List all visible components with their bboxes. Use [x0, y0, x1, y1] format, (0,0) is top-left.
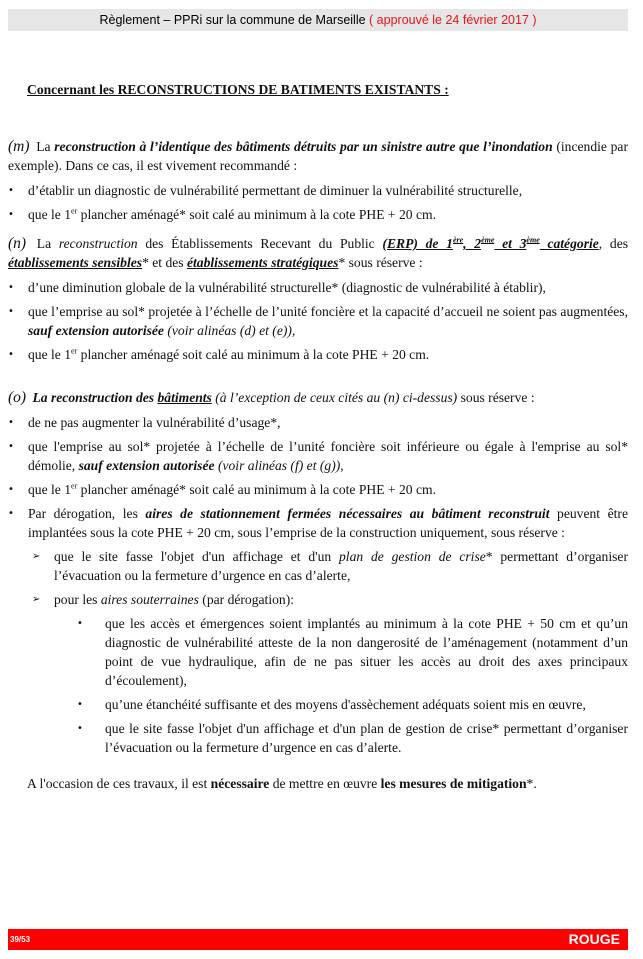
text-span: plancher aménagé soit calé au minimum à la cote PHE + 20 cm.: [77, 347, 430, 362]
article-n-list: [8, 278, 628, 364]
text-span: que le 1: [28, 347, 72, 362]
text-span: (à l’exception de ceux cités au (n) ci-dessus): [211, 390, 458, 405]
list-item: [28, 590, 628, 757]
text-span: nécessaire: [210, 776, 270, 791]
list-item: [8, 437, 628, 475]
text-span: * sous réserve :: [338, 255, 423, 270]
list-item: [8, 278, 628, 297]
text-span: aires de stationnement fermées nécessaires au bâtiment reconstruit: [145, 506, 550, 521]
article-o: [8, 388, 628, 757]
article-m-intro: [8, 137, 628, 175]
text-span: La reconstruction des: [29, 390, 158, 405]
text-span: reconstruction à l’identique des bâtiments détruits par un sinistre autre que l’inondation: [54, 139, 553, 154]
section-title: Concernant les RECONSTRUCTIONS DE BATIMENTS EXISTANTS :: [27, 82, 449, 97]
article-n-letter: (n): [8, 235, 27, 252]
text-span: établissements sensibles: [8, 255, 143, 270]
text-span: aires souterraines: [100, 592, 199, 607]
article-n: [8, 234, 628, 364]
list-item: [28, 547, 628, 585]
list-item: [8, 302, 628, 340]
page-header: [8, 9, 628, 31]
article-o-sublist: [28, 547, 628, 757]
page-footer: [8, 929, 628, 950]
superscript: er: [71, 346, 78, 356]
text-span: de mettre en œuvre: [269, 776, 381, 791]
text-span: * et des: [142, 255, 187, 270]
text-span: établissements stratégiques: [187, 255, 339, 270]
text-span: que l’emprise au sol* projetée à l’échelle de l’unité foncière et la capacité d’accueil ne soient pas augmentées,: [28, 304, 628, 319]
superscript: ème: [481, 235, 495, 245]
text-span: que le site fasse l'objet d'un affichage et d'un plan de gestion de crise* permettant d’organiser l’évacuation ou la fermeture d’urgence en cas d’alerte.: [105, 721, 628, 755]
text-span: A l'occasion de ces travaux, il est: [27, 776, 211, 791]
text-span: sauf extension autorisée: [28, 323, 164, 338]
page-number: 39/53: [10, 935, 31, 944]
article-o-list: [8, 413, 628, 757]
text-span: que les accès et émergences soient implantés au minimum à la cote PHE + 50 cm et qu’un diagnostic de vulnérabilité atteste de la non dangerosité de l’aménagement (notamment d’un point de vue hydraulique, afin de ne pas situer les accès au droit des axes principaux d’écoulement),: [105, 616, 628, 688]
superscript: er: [71, 206, 78, 216]
superscript: er: [71, 481, 78, 491]
zone-label: ROUGE: [568, 931, 620, 947]
text-span: (incendie par exemple). Dans ce cas, il est vivement recommandé :: [8, 139, 628, 173]
text-span: les mesures de mitigation: [380, 776, 527, 791]
text-span: * permettant d’organiser l’évacuation ou la fermeture d’urgence en cas d’alerte,: [54, 549, 628, 583]
text-span: reconstruction: [58, 236, 138, 251]
text-span: que le 1: [28, 207, 72, 222]
text-span: sous réserve :: [457, 390, 535, 405]
closing-text: [27, 774, 627, 793]
article-m-list: [8, 181, 628, 224]
text-span: et 3: [494, 236, 527, 251]
text-span: La: [29, 236, 59, 251]
header-title: Règlement – PPRi sur la commune de Marseille: [99, 13, 366, 27]
text-span: plancher aménagé* soit calé au minimum à la cote PHE + 20 cm.: [77, 482, 436, 497]
text-span: (voir alinéas (f) et (g)),: [214, 458, 344, 473]
text-span: que le 1: [28, 482, 72, 497]
article-m: [8, 137, 628, 224]
text-span: catégorie: [539, 236, 599, 251]
article-o-subsublist: [54, 614, 628, 757]
text-span: que l'emprise au sol* projetée à l’échelle de l’unité foncière soit inférieure ou égale à l'emprise au sol* démolie,: [28, 439, 628, 473]
text-span: La: [32, 139, 55, 154]
text-span: bâtiments: [157, 390, 212, 405]
text-span: de ne pas augmenter la vulnérabilité d’usage*,: [28, 415, 281, 430]
text-span: plancher aménagé* soit calé au minimum à la cote PHE + 20 cm.: [77, 207, 436, 222]
list-item: [8, 480, 628, 499]
text-span: *.: [526, 776, 537, 791]
text-span: , des: [598, 236, 629, 251]
list-item: [8, 181, 628, 200]
article-n-intro: [8, 234, 628, 272]
article-o-letter: (o): [8, 389, 27, 406]
list-item: [8, 504, 628, 757]
list-item: [8, 413, 628, 432]
superscript: ère: [452, 235, 464, 245]
article-o-intro: [8, 388, 628, 407]
text-span: pour les: [54, 592, 101, 607]
closing-paragraph: [27, 774, 627, 793]
text-span: sauf extension autorisée: [78, 458, 215, 473]
text-span: , 2: [463, 236, 482, 251]
header-date: ( approuvé le 24 février 2017 ): [365, 13, 537, 27]
list-item: [8, 205, 628, 224]
text-span: Par dérogation, les: [28, 506, 146, 521]
text-span: d’une diminution globale de la vulnérabilité structurelle* (diagnostic de vulnérabilité à établir),: [28, 280, 546, 295]
text-span: des Établissements Recevant du Public: [137, 236, 383, 251]
list-item: [74, 614, 628, 690]
text-span: qu’une étanchéité suffisante et des moyens d'assèchement adéquats soient mis en œuvre,: [105, 697, 586, 712]
superscript: ème: [526, 235, 540, 245]
text-span: d’établir un diagnostic de vulnérabilité permettant de diminuer la vulnérabilité structurelle,: [28, 183, 523, 198]
text-span: peuvent être implantées sous la cote PHE + 20 cm, sous l’emprise de la construction uniquement, sous réserve :: [28, 506, 628, 540]
text-span: plan de gestion de crise: [339, 549, 486, 564]
text-span: (voir alinéas (d) et (e)),: [163, 323, 296, 338]
list-item: [8, 345, 628, 364]
article-m-letter: (m): [8, 138, 30, 155]
list-item: [74, 719, 628, 757]
text-span: que le site fasse l'objet d'un affichage et d'un: [54, 549, 339, 564]
text-span: (par dérogation):: [198, 592, 295, 607]
text-span: (ERP) de 1: [382, 236, 453, 251]
list-item: [74, 695, 628, 714]
